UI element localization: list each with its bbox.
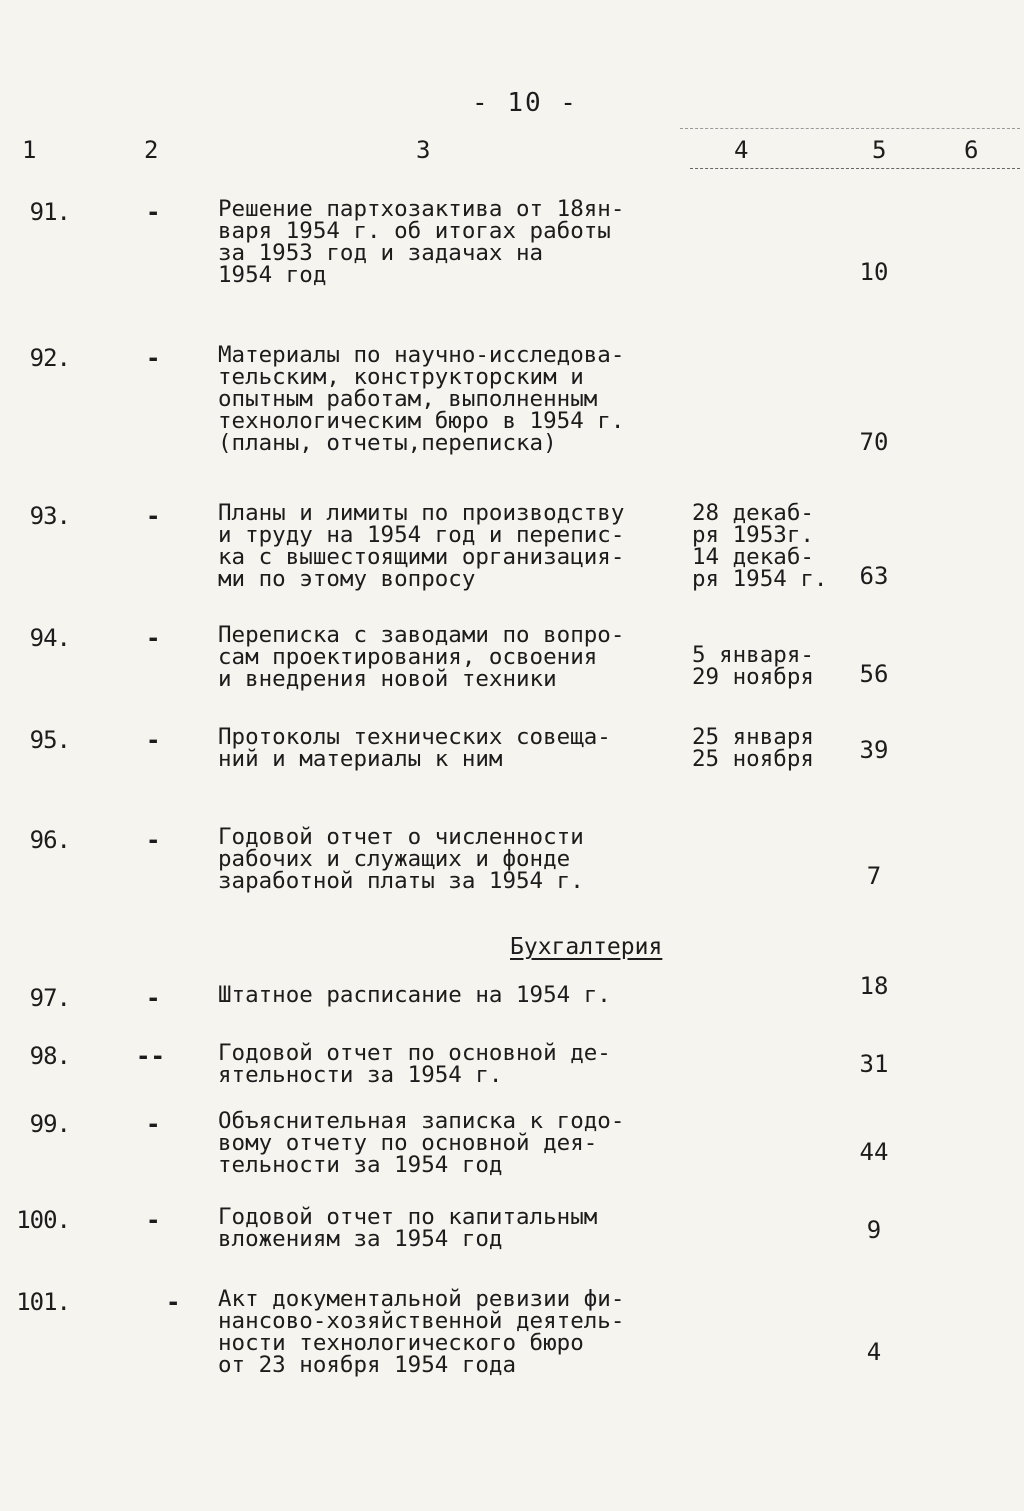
column-header-1: 1	[22, 136, 37, 164]
row-mark: -	[146, 198, 161, 226]
row-title: Материалы по научно-исследова- тельским, конструкторским и опытным работам, выполненным технологическим бюро в 1954 г. (планы, отчеты,переписка)	[218, 342, 625, 456]
row-number: 97.	[29, 984, 70, 1012]
row-sheets: 39	[859, 736, 889, 764]
row-sheets: 70	[859, 428, 889, 456]
row-mark: -	[146, 1206, 161, 1234]
column-header-5: 5	[872, 136, 887, 164]
row-title: Решение партхозактива от 18ян- варя 1954 г. об итогах работы за 1953 год и задачах на 1954 год	[218, 196, 625, 288]
column-header-3: 3	[416, 136, 431, 164]
row-number: 96.	[29, 826, 70, 854]
row-title: Годовой отчет по основной де- ятельности за 1954 г.	[218, 1040, 611, 1088]
row-number: 91.	[29, 198, 70, 226]
row-sheets: 31	[859, 1050, 889, 1078]
section-heading: Бухгалтерия	[510, 934, 663, 960]
row-mark: -	[146, 624, 161, 652]
row-title: Планы и лимиты по производству и труду на 1954 год и перепис- ка с вышестоящими организация- ми по этому вопросу	[218, 500, 625, 592]
row-number: 98.	[29, 1042, 70, 1070]
row-number: 99.	[29, 1110, 70, 1138]
row-number: 94.	[29, 624, 70, 652]
row-number: 100.	[16, 1206, 70, 1234]
row-mark: -	[146, 826, 161, 854]
row-sheets: 44	[859, 1138, 889, 1166]
row-dates: 5 января- 29 ноября	[692, 642, 814, 690]
row-title: Годовой отчет о численности рабочих и служащих и фонде заработной платы за 1954 г.	[218, 824, 584, 894]
row-sheets: 63	[859, 562, 889, 590]
row-title: Акт документальной ревизии фи- нансово-хозяйственной деятель- ности технологического бюро от 23 ноября 1954 года	[218, 1286, 625, 1378]
row-dates: 28 декаб- ря 1953г. 14 декаб- ря 1954 г.	[692, 500, 828, 592]
row-title: Штатное расписание на 1954 г.	[218, 982, 611, 1008]
row-title: Объяснительная записка к годо- вому отчету по основной дея- тельности за 1954 год	[218, 1108, 625, 1178]
column-header-2: 2	[144, 136, 159, 164]
row-sheets: 56	[859, 660, 889, 688]
row-number: 101.	[16, 1288, 70, 1316]
row-mark: -	[146, 502, 161, 530]
row-title: Годовой отчет по капитальным вложениям за 1954 год	[218, 1204, 598, 1252]
row-mark: -	[166, 1288, 181, 1316]
row-sheets: 7	[866, 862, 882, 890]
row-mark: -	[146, 344, 161, 372]
row-title: Переписка с заводами по вопро- сам проектирования, освоения и внедрения новой техники	[218, 622, 625, 692]
header-rule	[690, 168, 1020, 169]
page-number: - 10 -	[472, 88, 578, 118]
row-mark: -	[146, 984, 161, 1012]
row-sheets: 18	[859, 972, 889, 1000]
row-sheets: 4	[866, 1338, 882, 1366]
row-mark: -	[146, 726, 161, 754]
header-rule-top	[680, 128, 1020, 129]
column-header-4: 4	[734, 136, 749, 164]
row-number: 92.	[29, 344, 70, 372]
row-number: 95.	[29, 726, 70, 754]
row-mark: --	[136, 1042, 165, 1070]
row-dates: 25 января 25 ноября	[692, 724, 814, 772]
row-title: Протоколы технических совеща- ний и материалы к ним	[218, 724, 611, 772]
row-mark: -	[146, 1110, 161, 1138]
column-header-6: 6	[964, 136, 979, 164]
row-sheets: 9	[866, 1216, 882, 1244]
row-sheets: 10	[859, 258, 889, 286]
row-number: 93.	[29, 502, 70, 530]
